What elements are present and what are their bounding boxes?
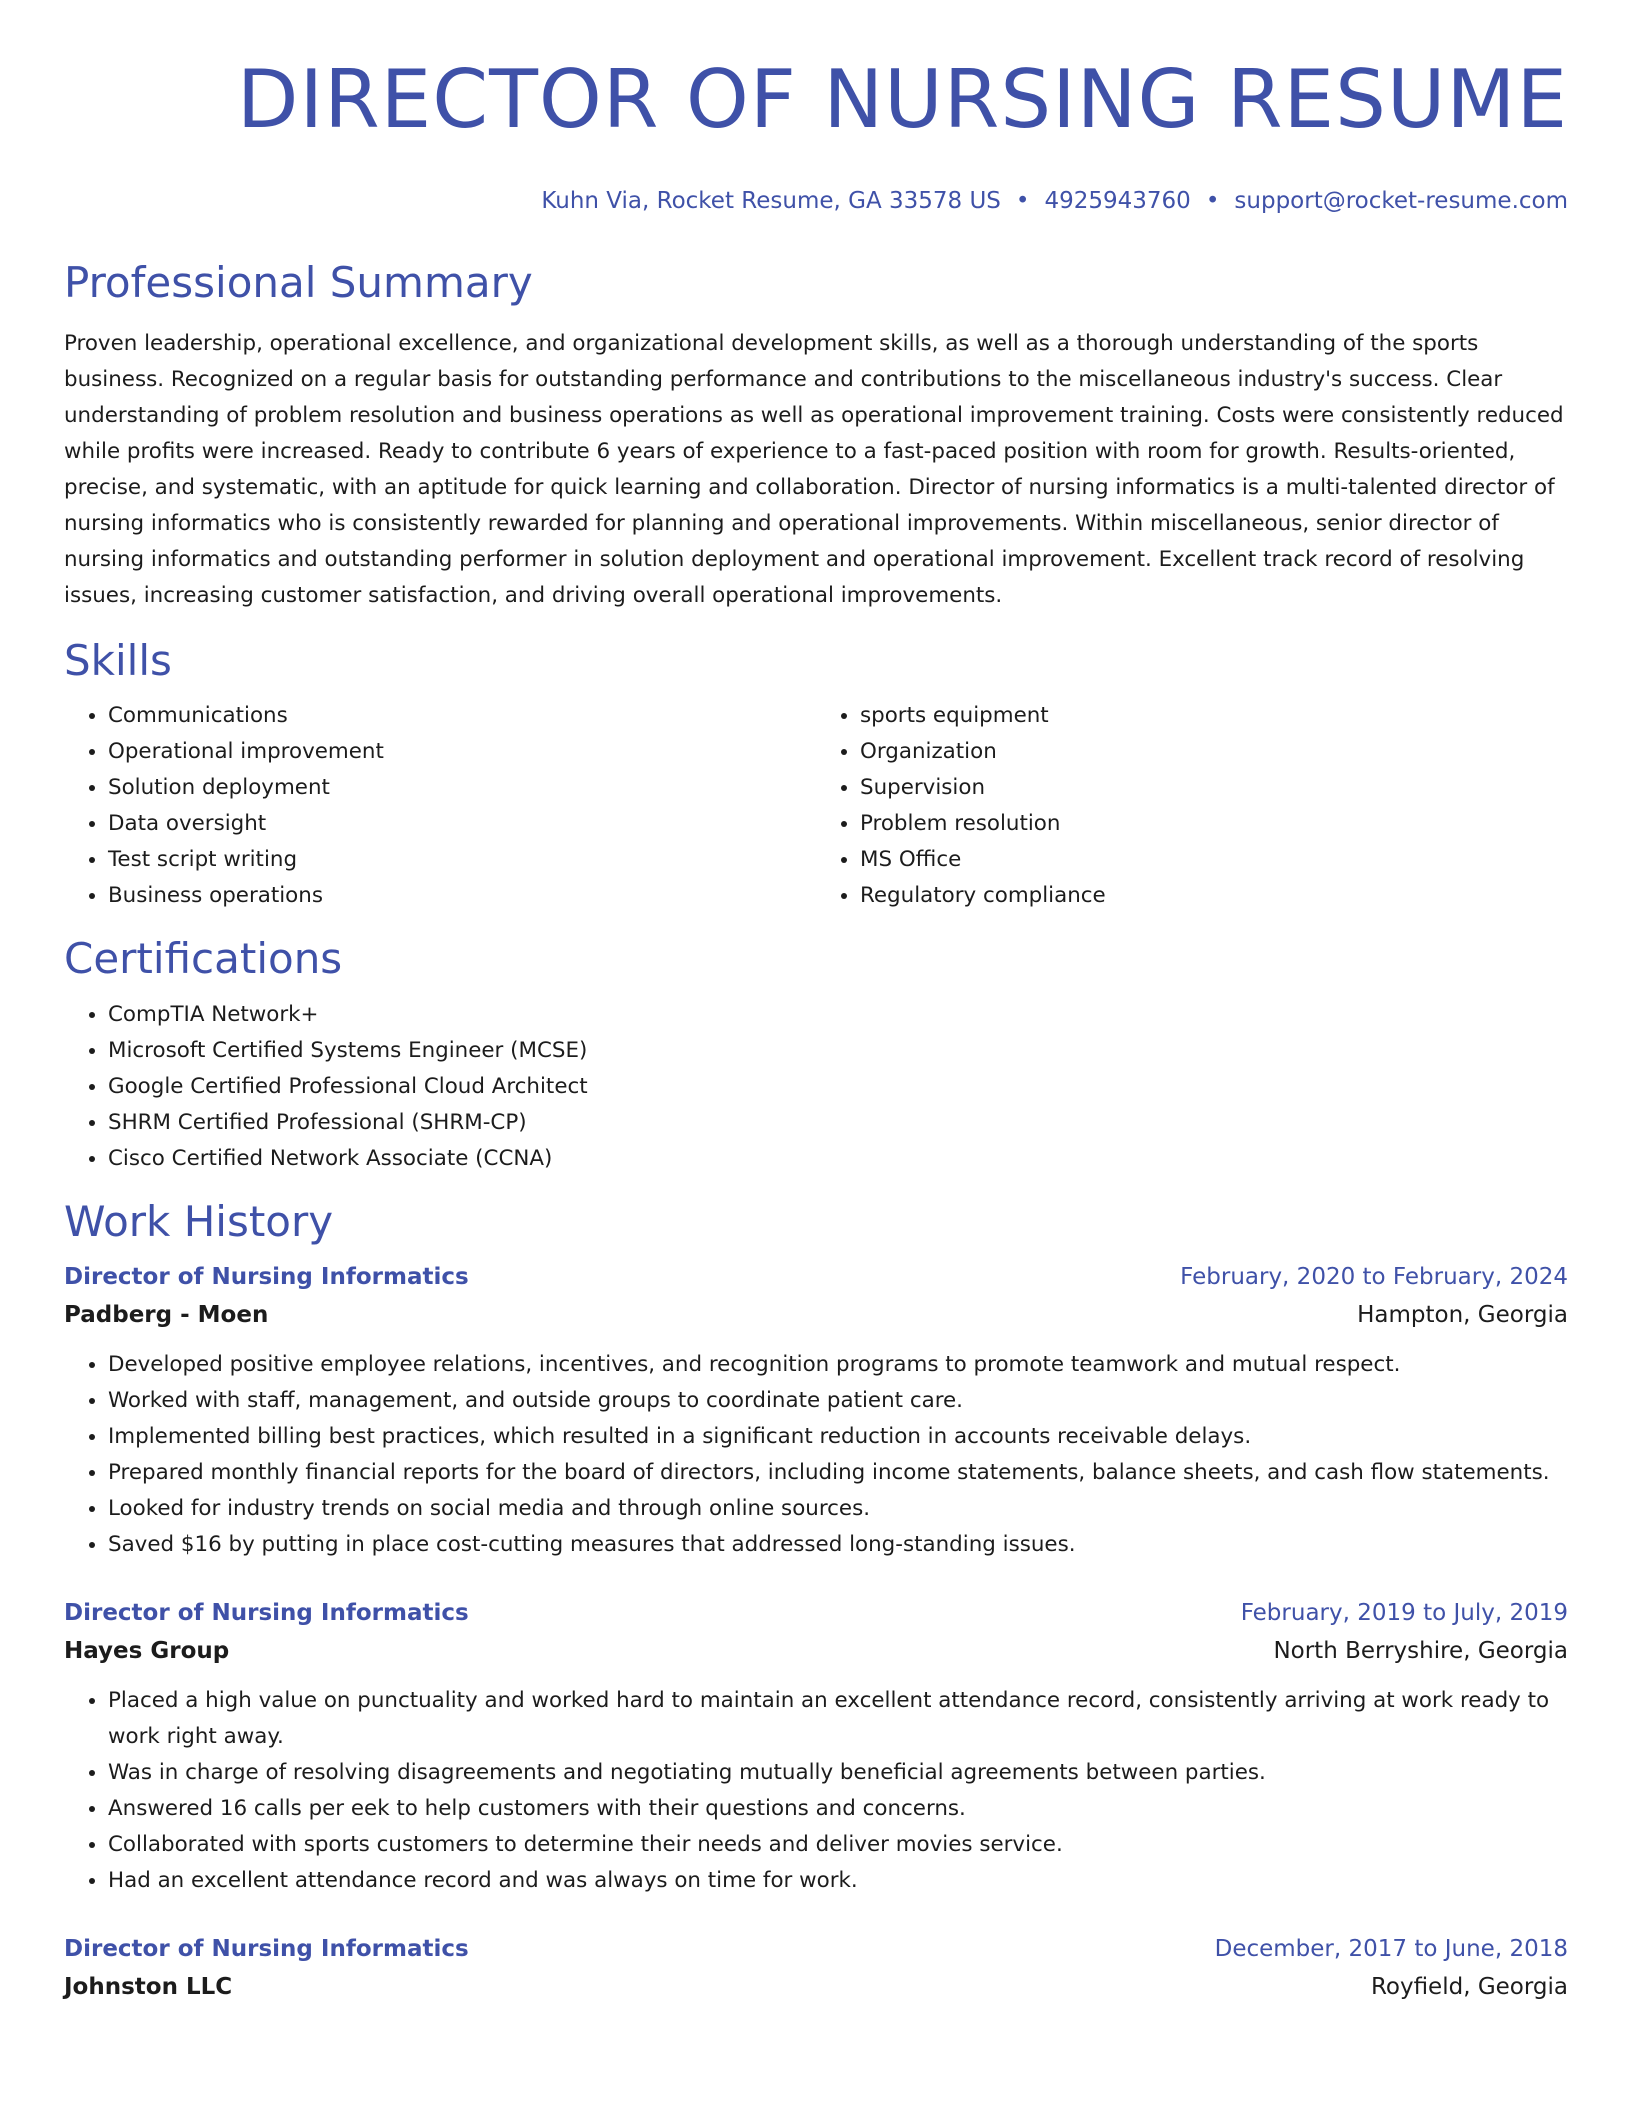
certification-item: • Google Certified Professional Cloud Architect — [108, 1069, 1568, 1105]
contact-email: support@rocket-resume.com — [1234, 188, 1568, 214]
skill-item: • Organization — [860, 734, 1568, 770]
job-dates: December, 2017 to June, 2018 — [1214, 1936, 1568, 1963]
job-company: Johnston LLC — [64, 1974, 233, 2001]
job-title: Director of Nursing Informatics — [64, 1264, 469, 1291]
job-subheader — [64, 1631, 1568, 1671]
skill-item: • Operational improvement — [108, 734, 816, 770]
skills-column-left — [64, 698, 816, 914]
summary-heading: Professional Summary — [64, 257, 533, 307]
skill-item: • Solution deployment — [108, 770, 816, 806]
job-bullet: • Developed positive employee relations, incentives, and recognition programs to promote teamwork and mutual respect. — [108, 1347, 1568, 1383]
summary-text: Proven leadership, operational excellence, and organizational development skills, as well as a thorough understanding of the sports business. Recognized on a regular basis for outstanding performance and contributions to the miscellaneous industry's success. Clear understanding of problem resolution and business operations as well as operational improvement training. Costs were consistently reduced while profits were increased. Ready to contribute 6 years of experience to a fast-paced position with room for growth. Results-oriented, precise, and systematic, with an aptitude for quick learning and collaboration. Director of nursing informatics is a multi-talented director of nursing informatics who is consistently rewarded for planning and operational improvements. Within miscellaneous, senior director of nursing informatics and outstanding performer in solution deployment and operational improvement. Excellent track record of resolving issues, increasing customer satisfaction, and driving overall operational improvements. — [64, 330, 1564, 608]
job-entry — [64, 1595, 1568, 1899]
job-bullet: • Answered 16 calls per eek to help customers with their questions and concerns. — [108, 1791, 1568, 1827]
job-bullet: • Had an excellent attendance record and was always on time for work. — [108, 1863, 1568, 1899]
job-dates: February, 2019 to July, 2019 — [1240, 1600, 1568, 1627]
job-location: Royfield, Georgia — [1370, 1974, 1568, 2001]
job-title: Director of Nursing Informatics — [64, 1936, 469, 1963]
skills-column-right — [816, 698, 1568, 914]
skill-item: • Test script writing — [108, 842, 816, 878]
skills-heading: Skills — [64, 635, 172, 685]
job-bullet: • Looked for industry trends on social media and through online sources. — [108, 1491, 1568, 1527]
skill-item: • Regulatory compliance — [860, 878, 1568, 914]
resume-page — [64, 0, 1568, 2007]
certifications-list — [64, 997, 1568, 1177]
skill-item: • MS Office — [860, 842, 1568, 878]
certification-item: • Microsoft Certified Systems Engineer (MCSE) — [108, 1033, 1568, 1069]
skill-item: • Business operations — [108, 878, 816, 914]
skill-item: • Data oversight — [108, 806, 816, 842]
job-title: Director of Nursing Informatics — [64, 1600, 469, 1627]
job-location: North Berryshire, Georgia — [1273, 1638, 1568, 1665]
job-bullet: • Implemented billing best practices, which resulted in a significant reduction in accounts receivable delays. — [108, 1419, 1568, 1455]
skill-item: • Communications — [108, 698, 816, 734]
job-subheader — [64, 1967, 1568, 2007]
contact-address: Kuhn Via, Rocket Resume, GA 33578 US — [541, 188, 1001, 214]
skill-item: • sports equipment — [860, 698, 1568, 734]
contact-line — [64, 188, 1568, 216]
job-header — [64, 1931, 1568, 1967]
job-company: Padberg - Moen — [64, 1302, 269, 1329]
certification-item: • SHRM Certified Professional (SHRM-CP) — [108, 1105, 1568, 1141]
job-bullet: • Prepared monthly financial reports for the board of directors, including income statements, balance sheets, and cash flow statements. — [108, 1455, 1568, 1491]
job-entry — [64, 1931, 1568, 2007]
job-company: Hayes Group — [64, 1638, 230, 1665]
job-entry — [64, 1259, 1568, 1563]
job-bullets — [64, 1683, 1568, 1899]
skill-item: • Problem resolution — [860, 806, 1568, 842]
skills-list — [64, 698, 1568, 914]
job-location: Hampton, Georgia — [1357, 1302, 1568, 1329]
certification-item: • CompTIA Network+ — [108, 997, 1568, 1033]
resume-title: DIRECTOR OF NURSING RESUME — [236, 53, 1568, 146]
contact-phone: 4925943760 — [1044, 188, 1191, 214]
job-dates: February, 2020 to February, 2024 — [1180, 1264, 1568, 1291]
job-header — [64, 1595, 1568, 1631]
job-bullets — [64, 1347, 1568, 1563]
job-bullet: • Collaborated with sports customers to determine their needs and deliver movies service. — [108, 1827, 1568, 1863]
job-bullet: • Worked with staff, management, and outside groups to coordinate patient care. — [108, 1383, 1568, 1419]
job-subheader — [64, 1295, 1568, 1335]
certification-item: • Cisco Certified Network Associate (CCNA) — [108, 1141, 1568, 1177]
skill-item: • Supervision — [860, 770, 1568, 806]
job-header — [64, 1259, 1568, 1295]
contact-separator: • — [1205, 188, 1220, 214]
contact-separator: • — [1015, 188, 1030, 214]
certifications-heading: Certifications — [64, 934, 343, 984]
job-bullet: • Saved $16 by putting in place cost-cutting measures that addressed long-standing issues. — [108, 1527, 1568, 1563]
job-bullet: • Was in charge of resolving disagreements and negotiating mutually beneficial agreements between parties. — [108, 1755, 1568, 1791]
job-bullet: • Placed a high value on punctuality and worked hard to maintain an excellent attendance record, consistently arriving at work ready to work right away. — [108, 1683, 1568, 1755]
work-history-heading: Work History — [64, 1196, 334, 1246]
